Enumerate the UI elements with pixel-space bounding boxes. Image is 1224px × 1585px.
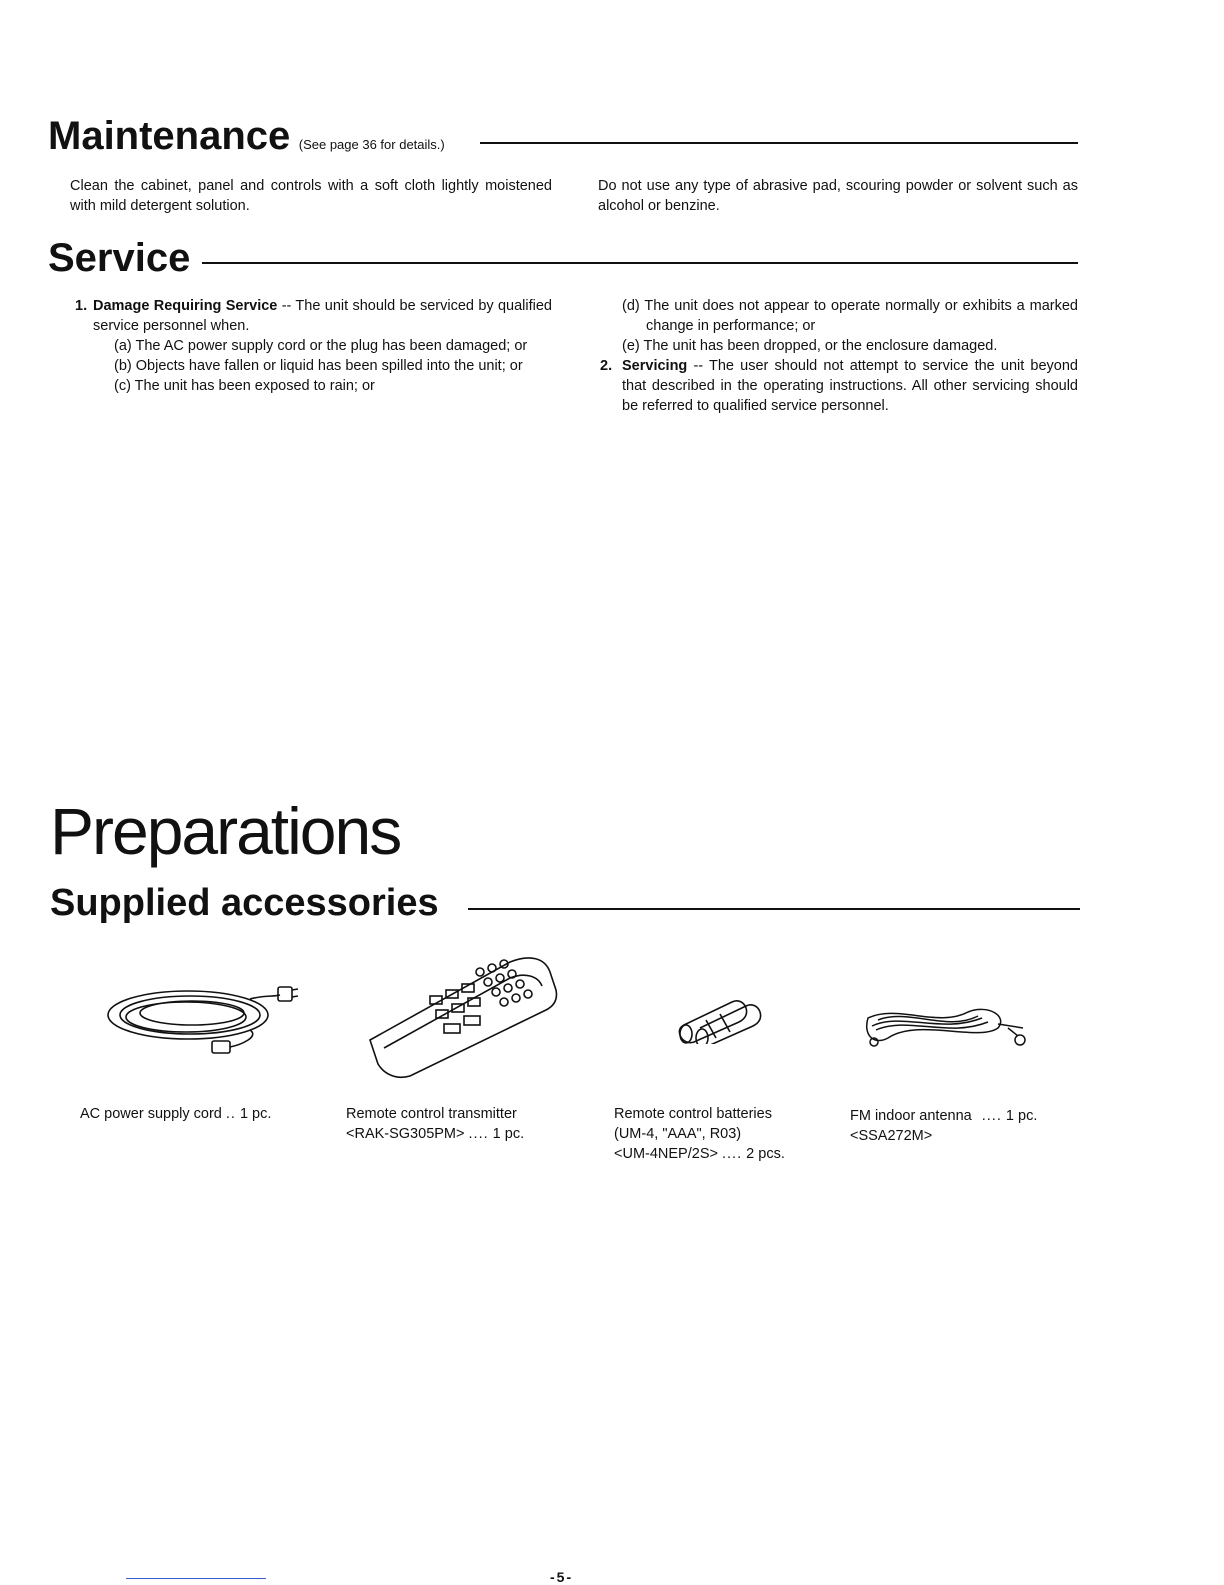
maintenance-clean-instructions: Clean the cabinet, panel and controls with a soft cloth lightly moistened with mild detergent solution.: [70, 178, 552, 214]
accessory-spec: (UM-4, "AAA", R03): [614, 1126, 742, 1142]
accessory-name: FM indoor antenna: [850, 1108, 972, 1124]
service-item-servicing: [600, 356, 1078, 416]
preparations-title: Preparations: [50, 794, 401, 868]
maintenance-note: (See page 36 for details.): [298, 137, 445, 152]
accessory-part-number: <RAK-SG305PM>: [346, 1126, 465, 1142]
service-item-text: -- The user should not attempt to service the unit beyond that described in the operating instructions. All other servicing should be referred to qualified service personnel.: [622, 358, 1078, 414]
accessory-qty: 1 pc.: [492, 1126, 525, 1142]
page-number: -5-: [550, 1569, 574, 1585]
service-item-number: 1.: [75, 298, 88, 314]
accessory-name: Remote control transmitter: [346, 1106, 517, 1122]
service-item-lead: Servicing: [622, 358, 688, 374]
maintenance-heading: [48, 116, 445, 156]
accessory-qty: 1 pc.: [239, 1106, 272, 1122]
leader-dots: ....: [722, 1146, 743, 1162]
service-item-lead: Damage Requiring Service: [93, 298, 278, 314]
accessory-name: AC power supply cord: [80, 1106, 222, 1122]
ac-power-cord-illustration: [100, 975, 300, 1055]
condition-a: (a) The AC power supply cord or the plug has been damaged; or: [114, 338, 528, 354]
maintenance-warning: Do not use any type of abrasive pad, scouring powder or solvent such as alcohol or benzine.: [598, 178, 1078, 214]
leader-dots: ....: [981, 1108, 1002, 1124]
accessory-batteries: [614, 1104, 785, 1164]
supplied-accessories-heading: Supplied accessories: [50, 882, 439, 924]
service-item-damage: [75, 296, 552, 336]
condition-b: (b) Objects have fallen or liquid has been spilled into the unit; or: [114, 358, 523, 374]
maintenance-rule: [480, 142, 1078, 144]
condition-e: (e) The unit has been dropped, or the enclosure damaged.: [622, 338, 998, 354]
service-title: Service: [48, 236, 191, 280]
leader-dots: ..: [225, 1106, 236, 1122]
accessory-name: Remote control batteries: [614, 1106, 772, 1122]
footer-link-line: [126, 1578, 266, 1579]
fm-antenna-illustration: [858, 998, 1028, 1052]
accessory-remote-transmitter: [346, 1104, 524, 1144]
service-item-number: 2.: [600, 358, 613, 374]
accessory-fm-antenna: [850, 1106, 1037, 1146]
batteries-illustration: [676, 994, 766, 1044]
service-rule: [202, 262, 1078, 264]
accessory-qty: 1 pc.: [1005, 1108, 1038, 1124]
service-left-column: [75, 296, 552, 396]
accessories-rule: [468, 908, 1080, 910]
condition-c: (c) The unit has been exposed to rain; or: [114, 378, 375, 394]
maintenance-title: Maintenance: [48, 114, 291, 158]
service-right-column: [600, 296, 1078, 416]
condition-d: (d) The unit does not appear to operate normally or exhibits a marked change in performance; or: [622, 298, 1078, 334]
accessory-part-number: <UM-4NEP/2S>: [614, 1146, 718, 1162]
maintenance-right-text: [598, 176, 1078, 216]
service-item-text: -- The unit should be serviced by qualified service personnel when.: [93, 298, 552, 334]
accessory-qty: 2 pcs.: [746, 1146, 785, 1162]
leader-dots: ....: [468, 1126, 489, 1142]
maintenance-left-text: [70, 176, 552, 216]
accessory-part-number: <SSA272M>: [850, 1128, 933, 1144]
accessory-ac-cord: [80, 1104, 271, 1124]
remote-control-illustration: [360, 950, 560, 1080]
